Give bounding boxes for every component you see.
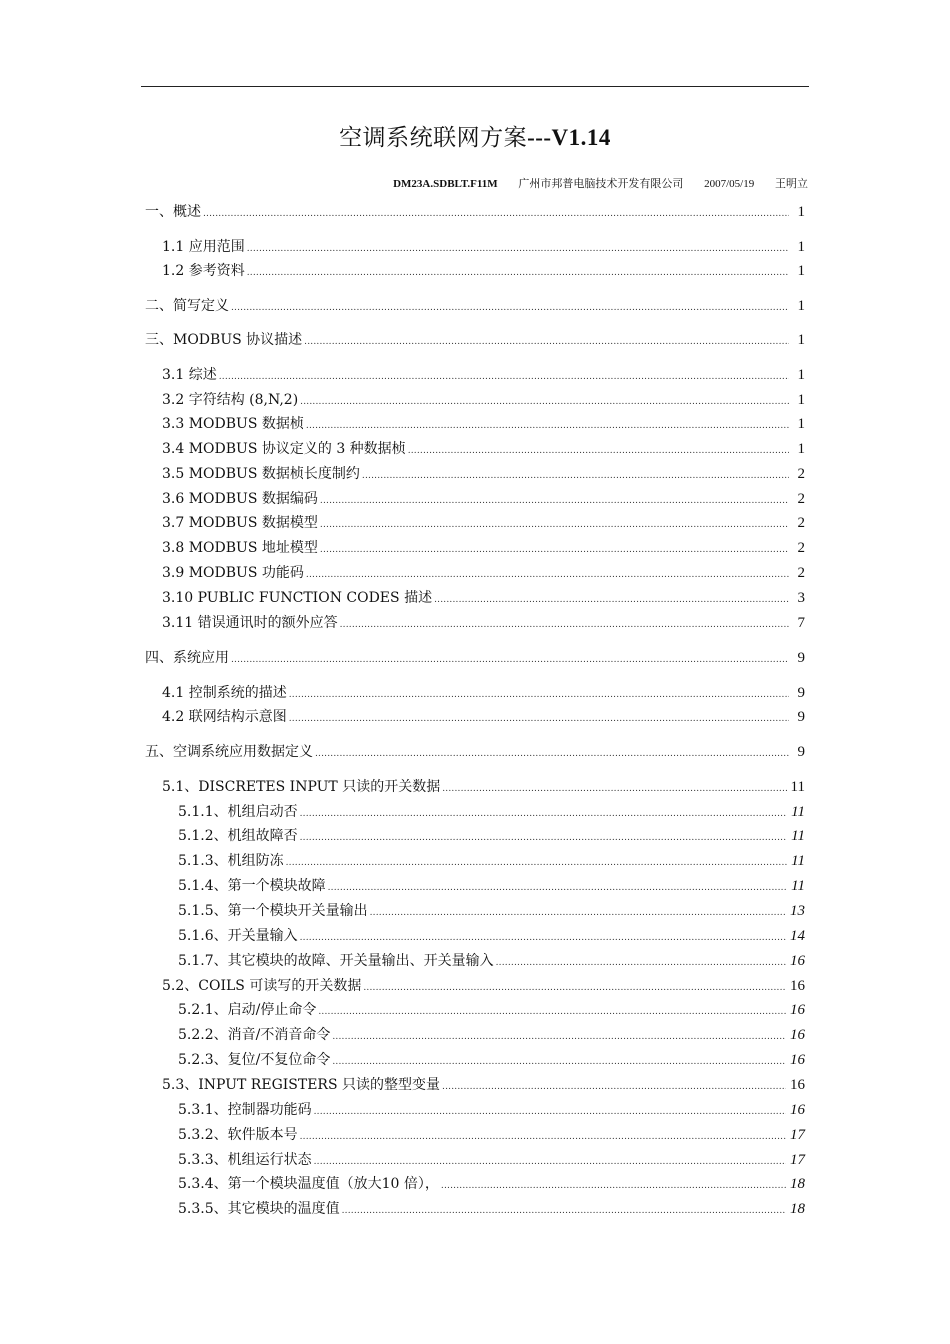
toc-label: 3.2 字符结构 (8,N,2): [162, 392, 299, 408]
toc-page: 16: [790, 1027, 805, 1043]
toc-label: 3.6 MODBUS 数据编码: [162, 491, 318, 507]
toc-leader: [300, 928, 786, 948]
toc-page: 1: [797, 263, 805, 279]
toc-leader: [340, 615, 789, 635]
toc-entry[interactable]: [178, 901, 805, 921]
toc-page: 1: [797, 298, 805, 314]
toc-label: 3.11 错误通讯时的额外应答: [162, 615, 338, 631]
toc-page: 18: [790, 1201, 805, 1217]
toc-label: 5.3.5、其它模块的温度值: [178, 1201, 340, 1217]
toc-page: 11: [790, 779, 805, 795]
toc-page: 13: [790, 903, 805, 919]
toc-label: 3.5 MODBUS 数据桢长度制约: [162, 466, 360, 482]
toc-entry[interactable]: [162, 464, 805, 484]
toc-page: 16: [790, 953, 805, 969]
toc-label: 5.3.4、第一个模块温度值（放大10 倍），: [178, 1176, 439, 1192]
toc-label: 1.1 应用范围: [162, 239, 245, 255]
toc-entry[interactable]: [162, 439, 805, 459]
title-version: ---V1.14: [527, 125, 611, 150]
toc-leader: [332, 1027, 786, 1047]
toc-page: 16: [790, 1002, 805, 1018]
toc-page: 1: [797, 416, 805, 432]
toc-leader: [300, 392, 789, 412]
toc-entry[interactable]: [162, 683, 805, 703]
toc-entry[interactable]: [145, 296, 805, 316]
toc-entry[interactable]: [145, 202, 805, 222]
toc-leader: [247, 263, 789, 283]
toc-page: 16: [790, 1102, 805, 1118]
toc-entry[interactable]: [162, 414, 805, 434]
toc-label: 1.2 参考资料: [162, 263, 245, 279]
toc-leader: [315, 744, 789, 764]
toc-label: 四、系统应用: [145, 650, 229, 666]
title-text: 空调系统联网方案: [339, 125, 528, 151]
toc-entry[interactable]: [178, 1150, 805, 1170]
toc-entry[interactable]: [178, 951, 805, 971]
header-rule: [141, 86, 809, 87]
toc-entry[interactable]: [145, 330, 805, 350]
toc-entry[interactable]: [178, 926, 805, 946]
document-meta: [393, 175, 808, 191]
toc-entry[interactable]: [145, 742, 805, 762]
toc-label: 5.2.3、复位/不复位命令: [178, 1052, 331, 1068]
toc-leader: [318, 1002, 786, 1022]
toc-label: 3.4 MODBUS 协议定义的 3 种数据桢: [162, 441, 406, 457]
toc-label: 一、概述: [145, 204, 201, 220]
toc-leader: [314, 1152, 786, 1172]
toc-label: 5.1.7、其它模块的故障、开关量输出、开关量输入: [178, 953, 494, 969]
toc-entry[interactable]: [145, 648, 805, 668]
toc-leader: [370, 903, 786, 923]
toc-leader: [342, 1201, 786, 1221]
toc-leader: [289, 709, 789, 729]
toc-label: 3.7 MODBUS 数据模型: [162, 515, 318, 531]
toc-page: 11: [791, 828, 805, 844]
toc-label: 5.2.1、启动/停止命令: [178, 1002, 317, 1018]
toc-page: 2: [797, 565, 805, 581]
toc-page: 3: [797, 590, 805, 606]
toc-label: 5.2、COILS 可读写的开关数据: [162, 978, 362, 994]
toc-page: 9: [797, 709, 805, 725]
toc-page: 16: [790, 1077, 805, 1093]
company-name: 广州市邦普电脑技术开发有限公司: [518, 178, 684, 190]
toc-page: 14: [790, 928, 805, 944]
toc-label: 3.3 MODBUS 数据桢: [162, 416, 304, 432]
toc-page: 17: [790, 1152, 805, 1168]
toc-leader: [328, 878, 787, 898]
toc-leader: [441, 1176, 786, 1196]
toc-leader: [300, 828, 787, 848]
toc-label: 5.1.6、开关量输入: [178, 928, 298, 944]
toc-entry[interactable]: [178, 1000, 805, 1020]
toc-page: 18: [790, 1176, 805, 1192]
toc-label: 5.1.2、机组故障否: [178, 828, 298, 844]
toc-page: 2: [797, 540, 805, 556]
document-title: [141, 119, 809, 152]
toc-leader: [496, 953, 786, 973]
toc-leader: [304, 332, 789, 352]
toc-entry[interactable]: [178, 802, 805, 822]
toc-entry[interactable]: [178, 1174, 805, 1194]
toc-label: 5.2.2、消音/不消音命令: [178, 1027, 331, 1043]
toc-leader: [408, 441, 789, 461]
toc-label: 4.1 控制系统的描述: [162, 685, 287, 701]
toc-leader: [286, 853, 787, 873]
toc-leader: [306, 565, 789, 585]
toc-label: 4.2 联网结构示意图: [162, 709, 287, 725]
toc-label: 5.1.1、机组启动否: [178, 804, 298, 820]
toc-label: 3.1 综述: [162, 367, 217, 383]
toc-entry[interactable]: [162, 976, 805, 996]
toc-page: 11: [791, 878, 805, 894]
toc-label: 5.1、DISCRETES INPUT 只读的开关数据: [162, 779, 441, 795]
toc-label: 五、空调系统应用数据定义: [145, 744, 313, 760]
toc-label: 5.3、INPUT REGISTERS 只读的整型变量: [162, 1077, 441, 1093]
toc-page: 1: [797, 367, 805, 383]
toc-label: 二、简写定义: [145, 298, 229, 314]
toc-entry[interactable]: [162, 1075, 805, 1095]
toc-label: 5.3.2、软件版本号: [178, 1127, 298, 1143]
toc-entry[interactable]: [178, 826, 805, 846]
toc-label: 5.3.1、控制器功能码: [178, 1102, 312, 1118]
toc-entry[interactable]: [178, 851, 805, 871]
toc-page: 16: [790, 978, 805, 994]
toc-leader: [314, 1102, 786, 1122]
toc-leader: [247, 239, 789, 259]
toc-entry[interactable]: [162, 365, 805, 385]
toc-entry[interactable]: [178, 1025, 805, 1045]
toc-leader: [203, 204, 789, 224]
toc-page: 11: [791, 804, 805, 820]
toc-page: 11: [791, 853, 805, 869]
toc-page: 7: [797, 615, 805, 631]
toc-leader: [442, 1077, 786, 1097]
toc-leader: [320, 540, 789, 560]
toc-leader: [219, 367, 789, 387]
toc-entry[interactable]: [178, 1100, 805, 1120]
toc-label: 3.9 MODBUS 功能码: [162, 565, 304, 581]
toc-entry[interactable]: [178, 1199, 805, 1219]
toc-page: 1: [797, 441, 805, 457]
toc-leader: [320, 515, 789, 535]
toc-page: 2: [797, 491, 805, 507]
toc-entry[interactable]: [162, 538, 805, 558]
toc-page: 2: [797, 515, 805, 531]
toc-page: 17: [790, 1127, 805, 1143]
toc-page: 1: [797, 332, 805, 348]
doc-date: 2007/05/19: [704, 178, 755, 190]
toc-leader: [231, 650, 789, 670]
toc-entry[interactable]: [162, 390, 805, 410]
toc-label: 5.1.4、第一个模块故障: [178, 878, 326, 894]
toc-page: 9: [797, 744, 805, 760]
toc-page: 2: [797, 466, 805, 482]
toc-entry[interactable]: [162, 513, 805, 533]
toc-entry[interactable]: [162, 613, 805, 633]
toc-leader: [300, 1127, 786, 1147]
toc-page: 1: [797, 392, 805, 408]
toc-page: 1: [797, 204, 805, 220]
toc-leader: [231, 298, 789, 318]
toc-entry[interactable]: [162, 777, 805, 797]
toc-label: 5.1.3、机组防冻: [178, 853, 284, 869]
toc-page: 9: [797, 685, 805, 701]
toc-leader: [434, 590, 789, 610]
toc-label: 三、MODBUS 协议描述: [145, 332, 303, 348]
toc-entry[interactable]: [162, 261, 805, 281]
toc-entry[interactable]: [162, 707, 805, 727]
doc-author: 王明立: [775, 178, 808, 190]
toc-entry[interactable]: [178, 1050, 805, 1070]
toc-page: 9: [797, 650, 805, 666]
toc-entry[interactable]: [162, 563, 805, 583]
toc-leader: [332, 1052, 786, 1072]
toc-page: 1: [797, 239, 805, 255]
toc-label: 3.10 PUBLIC FUNCTION CODES 描述: [162, 590, 433, 606]
toc-entry[interactable]: [178, 876, 805, 896]
doc-id: DM23A.SDBLT.F11M: [393, 178, 498, 190]
toc-entry[interactable]: [162, 588, 805, 608]
toc-leader: [362, 466, 789, 486]
toc-leader: [363, 978, 786, 998]
toc-leader: [289, 685, 789, 705]
toc-label: 5.1.5、第一个模块开关量输出: [178, 903, 368, 919]
toc-label: 5.3.3、机组运行状态: [178, 1152, 312, 1168]
toc-entry[interactable]: [162, 489, 805, 509]
toc-leader: [320, 491, 789, 511]
toc-entry[interactable]: [162, 237, 805, 257]
toc-leader: [442, 779, 786, 799]
toc-leader: [306, 416, 789, 436]
toc-leader: [300, 804, 787, 824]
toc-page: 16: [790, 1052, 805, 1068]
toc-label: 3.8 MODBUS 地址模型: [162, 540, 318, 556]
toc-entry[interactable]: [178, 1125, 805, 1145]
